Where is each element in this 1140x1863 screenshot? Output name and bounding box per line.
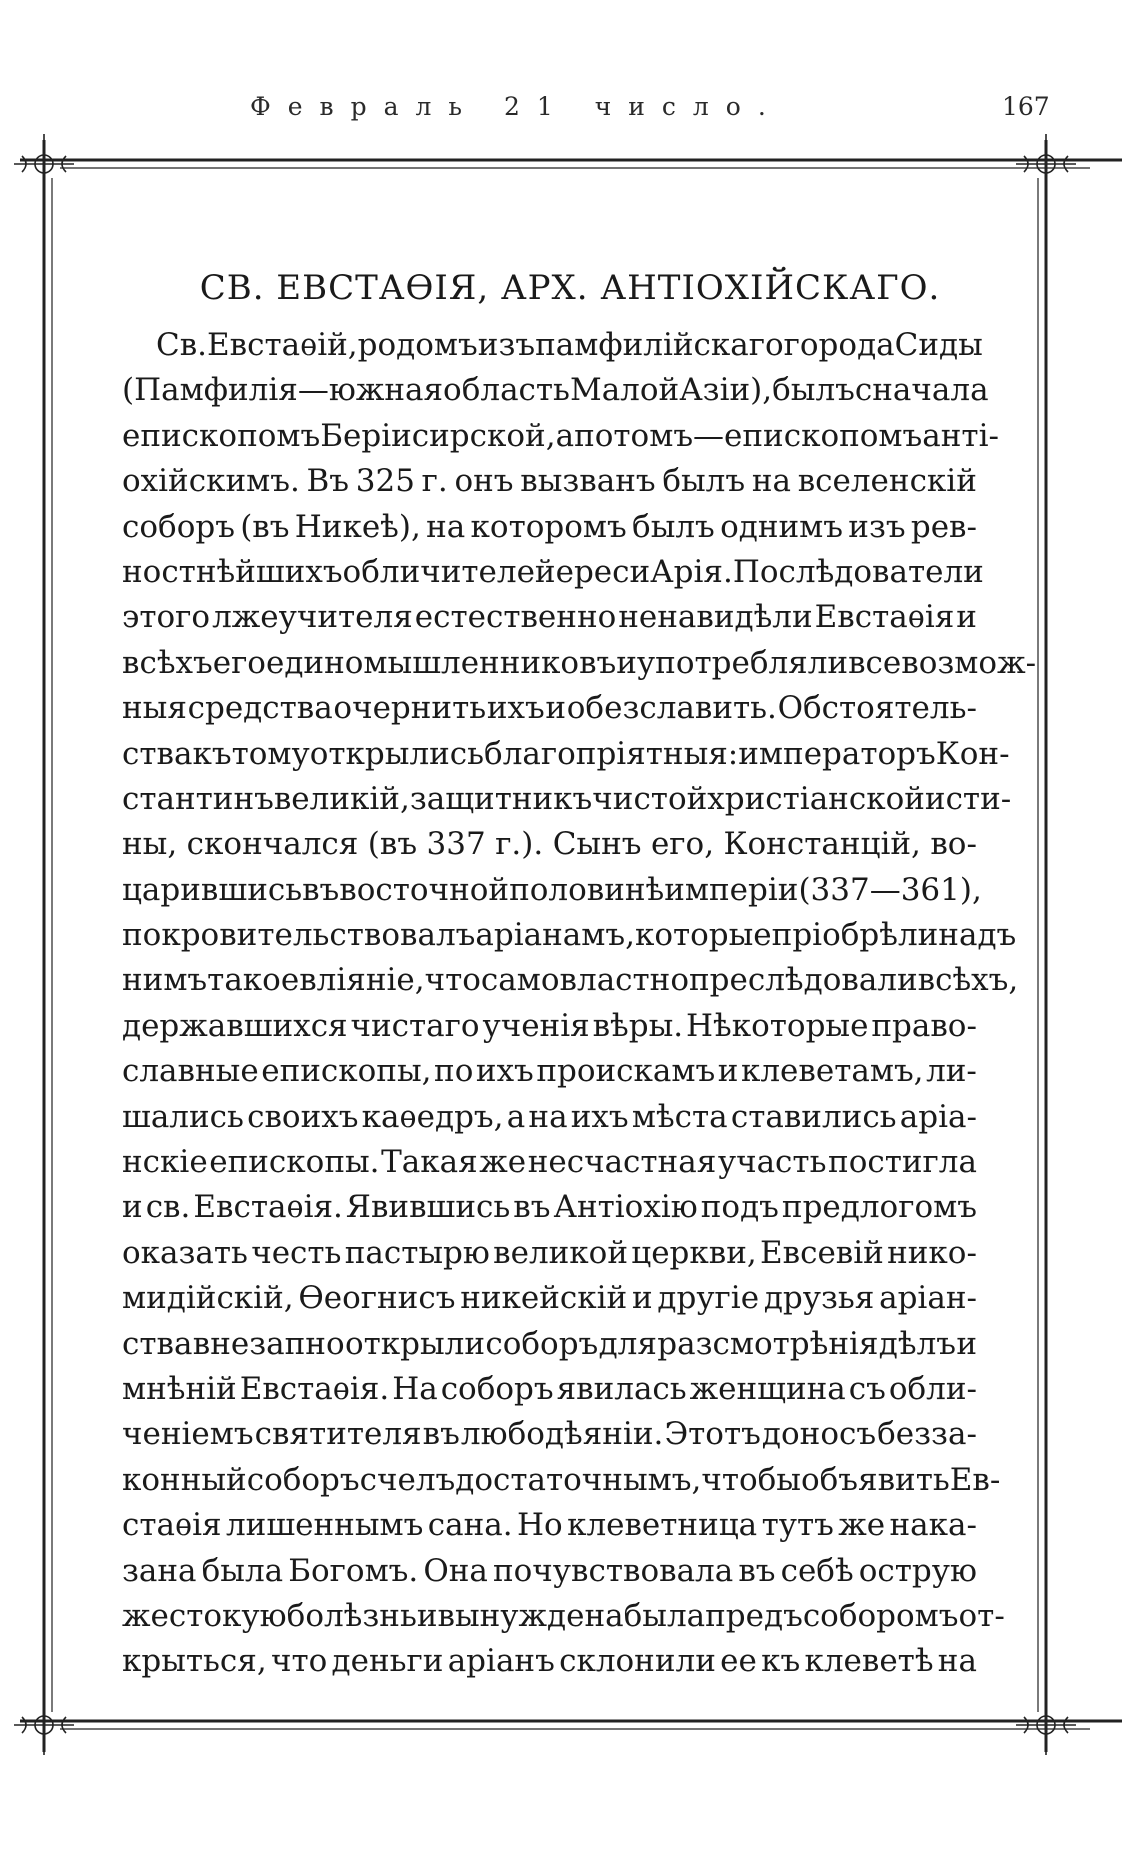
text-line: шались своихъ каѳедръ, а на ихъ мѣста ставились аріа- bbox=[122, 1098, 977, 1135]
text-line: всѣхъ его единомышленниковъ и употребляли всевозмож- bbox=[122, 644, 1037, 681]
text-line: ченіемъ святителя въ любодѣяніи. Этотъ доносъ безза- bbox=[122, 1416, 977, 1453]
text-line: соборъ (въ Никеѣ), на которомъ былъ однимъ изъ рев- bbox=[122, 508, 977, 545]
corner-ornament-icon bbox=[14, 134, 74, 194]
text-line: покровительствовалъ аріанамъ, которые пріобрѣли надъ bbox=[122, 917, 1017, 954]
text-line: оказать честь пастырю великой церкви, Евсевій нико- bbox=[122, 1234, 977, 1271]
text-line: нскіе епископы. Такая же несчастная участь постигла bbox=[122, 1144, 977, 1181]
text-line: ны, скончался (въ 337 г.). Сынъ его, Констанцій, во- bbox=[122, 826, 977, 863]
text-line: епископомъ Беріи сирской, а потомъ—епископомъ анті- bbox=[122, 417, 999, 454]
text-line: державшихся чистаго ученія вѣры. Нѣкоторые право- bbox=[122, 1007, 977, 1044]
text-line: и св. Евстаѳія. Явившись въ Антіохію подъ предлогомъ bbox=[122, 1189, 977, 1226]
text-line: царившись въ восточной половинѣ имперіи (337—361), bbox=[122, 871, 982, 908]
corner-ornament-icon bbox=[1016, 134, 1076, 194]
text-line: стантинъ великій, защитникъ чистой христіанской исти- bbox=[122, 780, 1012, 817]
text-line: охійскимъ. Въ 325 г. онъ вызванъ былъ на вселенскій bbox=[122, 463, 977, 500]
corner-ornament-icon bbox=[14, 1695, 74, 1755]
text-line: нимъ такое вліяніе, что самовластно преслѣдовали всѣхъ, bbox=[122, 962, 1019, 999]
article-body bbox=[122, 323, 1037, 1685]
text-line: ныя средства очернить ихъ и обезславить. Обстоятель- bbox=[122, 690, 977, 727]
text-line: конный соборъ счелъ достаточнымъ, чтобы объявить Ев- bbox=[122, 1461, 1001, 1498]
text-line: ства внезапно открыли соборъ для разсмотрѣнія дѣлъ и bbox=[122, 1325, 977, 1362]
text-line: этого лжеучителя естественно ненавидѣли Евстаѳія и bbox=[122, 599, 977, 636]
text-line: мидійскій, Ѳеогнисъ никейскій и другіе друзья аріан- bbox=[122, 1280, 977, 1317]
text-line: ностнѣйшихъ обличителей ереси Арія. Послѣдователи bbox=[122, 553, 984, 590]
text-line: (Памфилія — южная область Малой Азіи), былъ сначала bbox=[122, 372, 989, 409]
text-line: ства къ тому открылись благопріятныя: императоръ Кон- bbox=[122, 735, 1010, 772]
text-line: стаѳія лишеннымъ сана. Но клеветница тутъ же нака- bbox=[122, 1507, 977, 1544]
text-line: крыться, что деньги аріанъ склонили ее къ клеветѣ на bbox=[122, 1643, 977, 1680]
text-line: мнѣній Евстаѳія. На соборъ явилась женщина съ обли- bbox=[122, 1370, 977, 1407]
article-title: СВ. ЕВСТАѲІЯ, АРХ. АНТІОХІЙСКАГО. bbox=[199, 268, 941, 308]
text-line: славные епископы, по ихъ проискамъ и клеветамъ, ли- bbox=[122, 1053, 977, 1090]
running-title: Февраль 21 число. bbox=[250, 92, 783, 121]
text-line: Св. Евстаѳій, родомъ изъ памфилійскаго города Сиды bbox=[156, 327, 983, 363]
text-line: жестокую болѣзнь и вынуждена была предъ соборомъ от- bbox=[122, 1597, 1005, 1634]
corner-ornament-icon bbox=[1016, 1695, 1076, 1755]
text-line: зана была Богомъ. Она почувствовала въ себѣ острую bbox=[122, 1552, 977, 1589]
page-number: 167 bbox=[1002, 92, 1050, 121]
